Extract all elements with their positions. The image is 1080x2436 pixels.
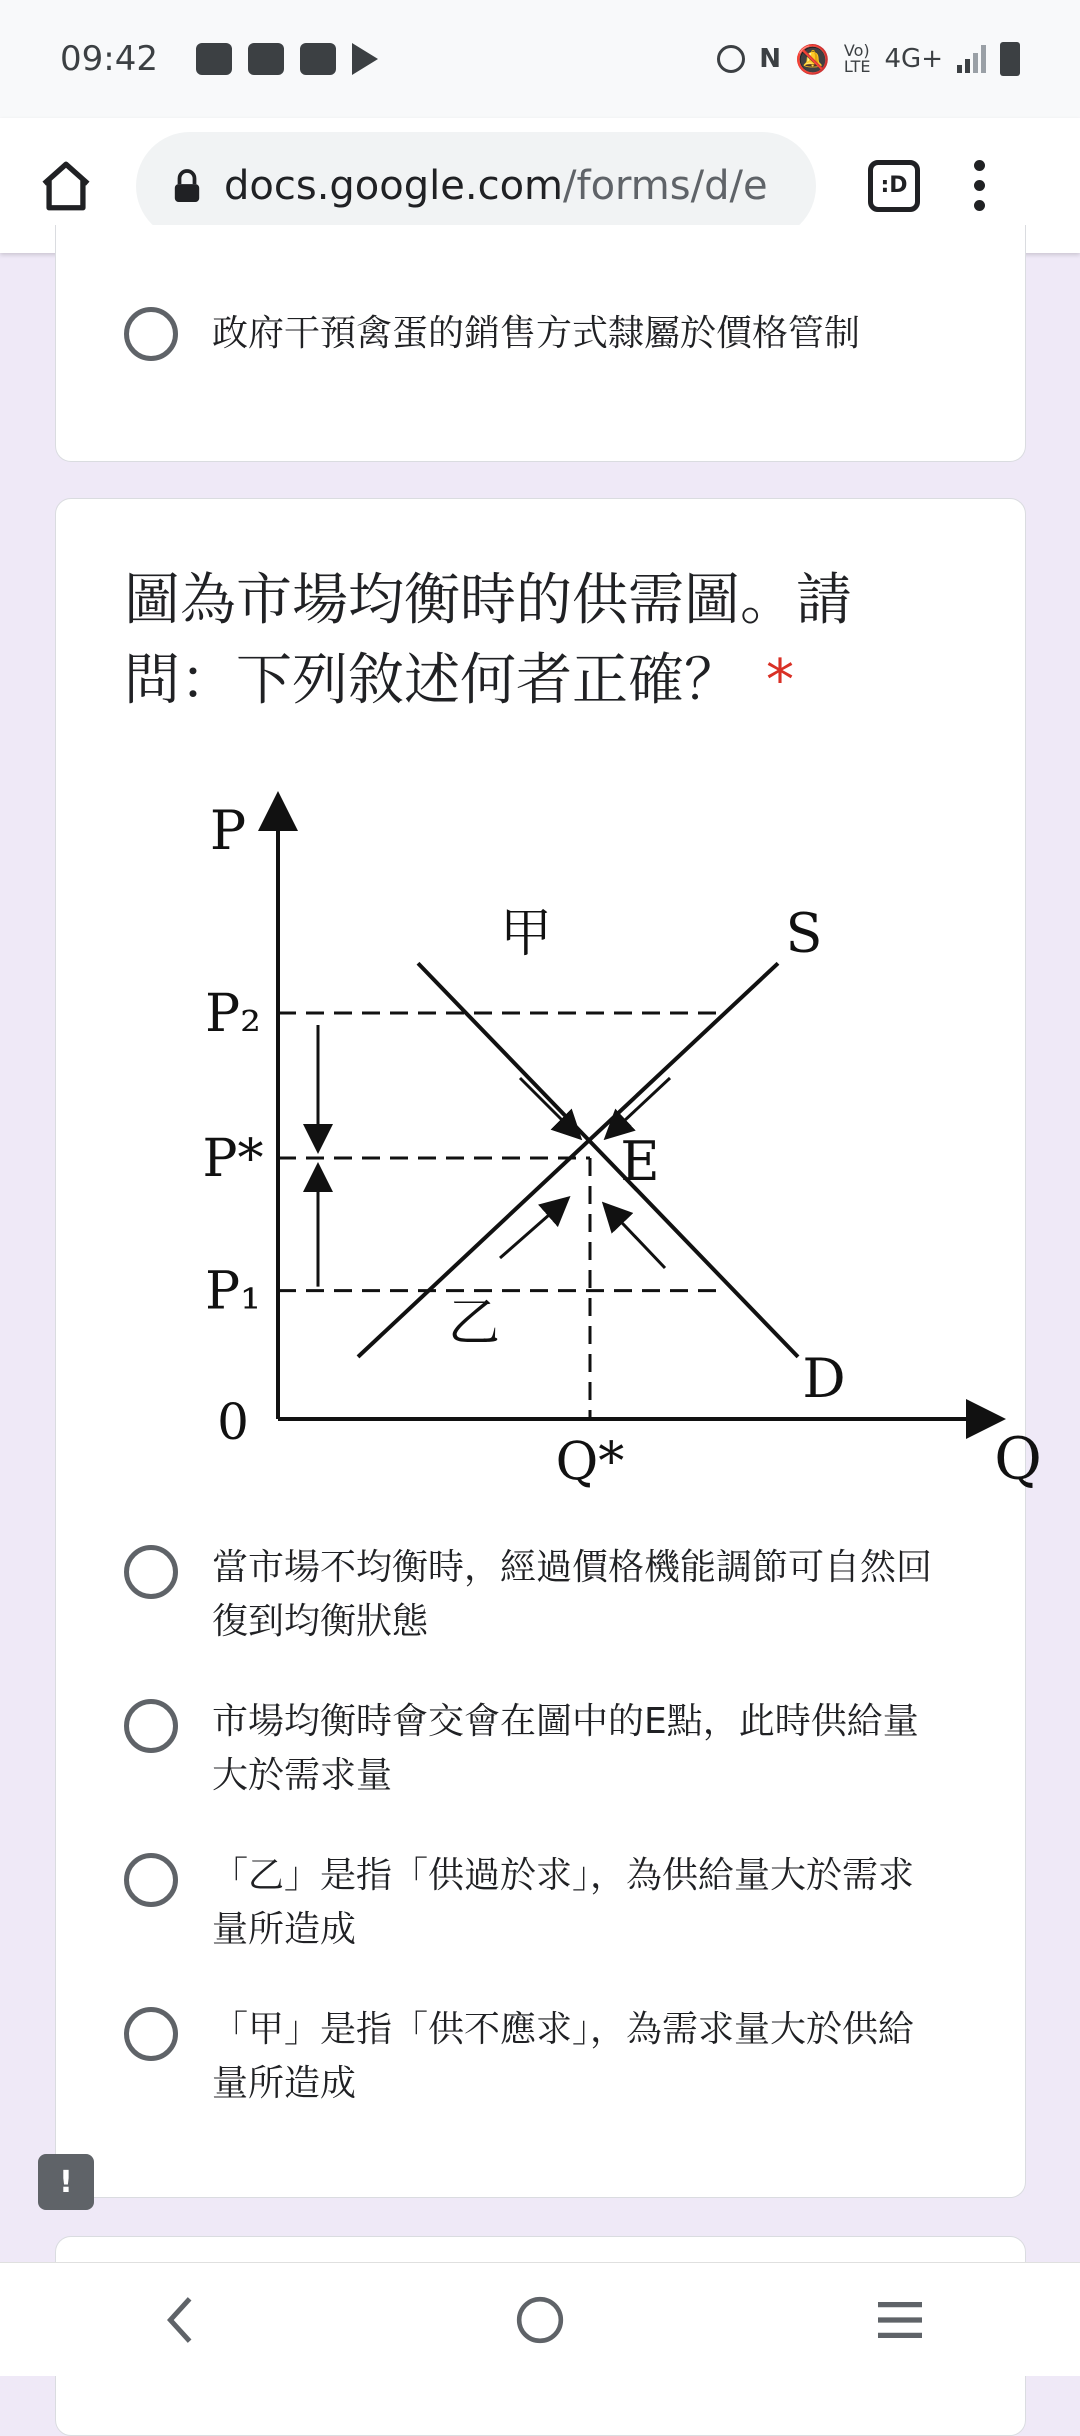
- arrow-lower-right: [606, 1206, 665, 1268]
- option-row-2[interactable]: [124, 1695, 932, 1803]
- option-row-3[interactable]: [124, 1849, 932, 1957]
- signal-icon: [957, 45, 986, 73]
- equilibrium-label: E: [620, 1130, 660, 1193]
- option-label: 政府干預禽蛋的銷售方式隸屬於價格管制: [212, 313, 861, 354]
- home-nav-button[interactable]: [500, 2280, 580, 2360]
- home-button[interactable]: [28, 148, 104, 224]
- radio-button[interactable]: [124, 2007, 178, 2061]
- question-title: [124, 561, 944, 721]
- y-axis-label: P: [209, 799, 247, 862]
- data-saver-icon: [717, 45, 745, 73]
- option-label: 當市場不均衡時，經過價格機能調節可自然回復到均衡狀態: [212, 1547, 933, 1642]
- curve-label-d: D: [802, 1346, 846, 1410]
- back-icon: [160, 2295, 200, 2345]
- menu-dot: [974, 160, 985, 171]
- origin-label: 0: [217, 1393, 249, 1451]
- address-bar[interactable]: [136, 132, 816, 240]
- required-asterisk: *: [766, 648, 794, 713]
- question-text: 圖為市場均衡時的供需圖。請問：下列敘述何者正確？: [124, 568, 852, 713]
- supply-demand-chart: [138, 779, 1042, 1499]
- home-circle-icon: [515, 2295, 565, 2345]
- x-axis-label: Q: [994, 1425, 1042, 1493]
- arrow-upper-left: [520, 1078, 578, 1136]
- lock-icon: [172, 169, 202, 203]
- menu-dot: [974, 180, 985, 191]
- recents-icon: [873, 2298, 927, 2342]
- option-label: 「乙」是指「供過於求」，為供給量大於需求量所造成: [212, 1855, 915, 1950]
- radio-button[interactable]: [124, 1545, 178, 1599]
- mail-icon: [300, 43, 336, 75]
- option-row[interactable]: [124, 307, 932, 361]
- menu-dot: [974, 200, 985, 211]
- more-menu-button[interactable]: [974, 160, 985, 211]
- radio-button[interactable]: [124, 1853, 178, 1907]
- option-row-4[interactable]: [124, 2003, 932, 2111]
- question-card: [55, 498, 1042, 2198]
- url-domain: docs.google.com: [224, 162, 564, 209]
- status-bar: [0, 0, 1080, 118]
- option-label: 市場均衡時會交會在圖中的E點，此時供給量大於需求量: [212, 1701, 919, 1796]
- option-label: 「甲」是指「供不應求」，為需求量大於供給量所造成: [212, 2009, 915, 2104]
- teams-icon: [248, 43, 284, 75]
- battery-icon: [1000, 42, 1020, 76]
- url-text: [224, 163, 768, 209]
- previous-question-card: [55, 225, 1026, 462]
- curve-label-s: S: [785, 901, 823, 965]
- curve-s: [358, 963, 778, 1357]
- recents-button[interactable]: [860, 2280, 940, 2360]
- annotation-yi: 乙: [447, 1293, 501, 1354]
- exclamation-icon: !: [59, 2164, 73, 2200]
- system-nav-bar: [0, 2262, 1080, 2376]
- home-icon: [37, 157, 95, 215]
- y-tick-p1: P₁: [205, 1261, 261, 1322]
- network-type: 4G+: [884, 44, 943, 74]
- gallery-icon: [196, 43, 232, 75]
- nfc-icon: N: [759, 44, 782, 74]
- annotation-jia: 甲: [499, 903, 553, 964]
- arrow-upper-right: [608, 1078, 670, 1136]
- x-tick-qstar: Q*: [555, 1432, 625, 1492]
- report-feedback-button[interactable]: [38, 2154, 94, 2210]
- volte-icon: Vo) LTE: [843, 41, 871, 76]
- url-path: /forms/d/e: [563, 162, 768, 209]
- arrow-lower-left: [500, 1200, 566, 1258]
- tab-switcher-button[interactable]: :D: [868, 160, 920, 212]
- y-tick-pstar: P*: [202, 1129, 264, 1189]
- back-button[interactable]: [140, 2280, 220, 2360]
- option-row-1[interactable]: [124, 1541, 932, 1649]
- play-store-icon: [352, 43, 378, 75]
- radio-button[interactable]: [124, 307, 178, 361]
- status-time: 09:42: [60, 39, 158, 79]
- y-tick-p2: P₂: [205, 984, 261, 1044]
- system-icons: [717, 42, 1020, 76]
- mute-icon: 🔕: [795, 42, 830, 76]
- radio-button[interactable]: [124, 1699, 178, 1753]
- notification-icons: [196, 43, 378, 75]
